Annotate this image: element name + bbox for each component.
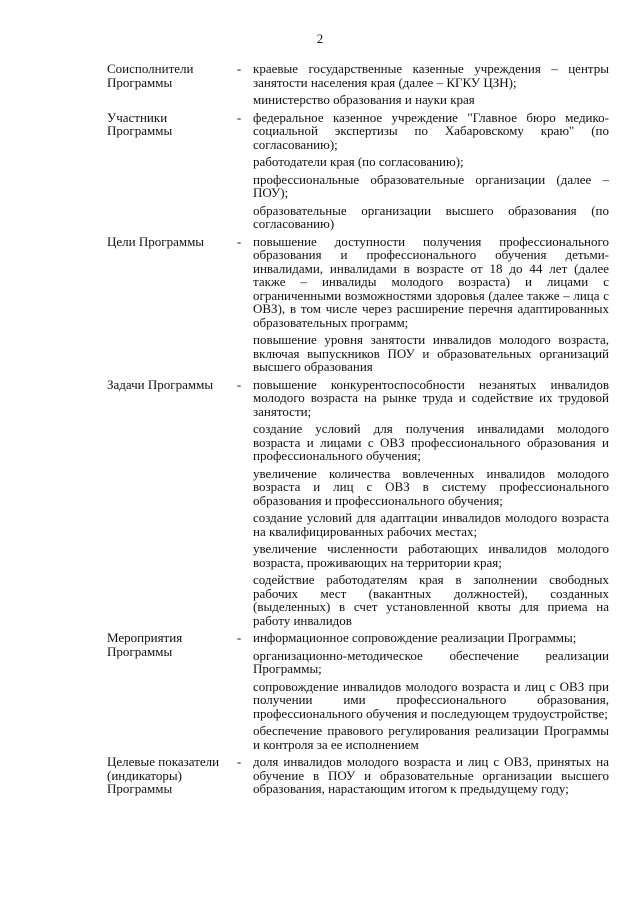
row-body-activities: [253, 631, 609, 751]
paragraph: информационное сопровождение реализации Программы;: [253, 630, 577, 645]
paragraph: повышение конкурентоспособности незанятых инвалидов молодого возраста на рынке труда и содействие их трудовой занятости;: [253, 376, 609, 419]
row-goals: [107, 235, 609, 374]
paragraph: повышение доступности получения профессионального образования и профессионального обучения детьми-инвалидами, инвалидами в возрасте от 18 до 44 лет (далее также – инвалиды молодого возраста) и лицами с ограниченными возможностями здоровья (далее также – лица с ОВЗ), в том числе через расширение перечня адаптированных образовательных программ;: [253, 233, 609, 330]
paragraph: повышение уровня занятости инвалидов молодого возраста, включая выпускников ПОУ и образовательных организаций высшего образования: [253, 332, 609, 374]
paragraph: увеличение количества вовлеченных инвалидов молодого возраста и лиц с ОВЗ в систему профессионального образования и профессионального обучения;: [253, 465, 609, 508]
page-number: 2: [316, 31, 324, 46]
paragraph: краевые государственные казенные учреждения – центры занятости населения края (далее – КГКУ ЦЗН);: [253, 61, 609, 90]
row-label-target-indicators: Целевые показатели (индикаторы) Программы: [107, 754, 220, 796]
row-label-participants: Участники Программы: [107, 109, 173, 138]
paragraph: создание условий для адаптации инвалидов молодого возраста на квалифицированных рабочих местах;: [253, 510, 609, 539]
row-body-tasks: [253, 378, 609, 628]
row-dash: -: [236, 233, 242, 249]
row-dash: -: [236, 754, 242, 769]
row-label-co-executors: Соисполнители Программы: [107, 61, 194, 90]
row-body-participants: [253, 111, 609, 231]
row-label-activities: Мероприятия Программы: [107, 630, 183, 659]
paragraph: организационно-методическое обеспечение реализации Программы;: [253, 647, 609, 676]
row-tasks: [107, 378, 609, 628]
paragraph: обеспечение правового регулирования реализации Программы и контроля за ее исполнением: [253, 723, 609, 752]
paragraph: сопровождение инвалидов молодого возраста и лиц с ОВЗ при получении ими профессионального образования, профессионального обучения и последующем трудоустройстве;: [253, 678, 609, 721]
row-dash: -: [236, 61, 242, 76]
paragraph: содействие работодателям края в заполнении свободных рабочих мест (вакантных должностей), созданных (выделенных) в счет установленной квоты для приема на работу инвалидов: [253, 572, 609, 628]
paragraph: федеральное казенное учреждение "Главное бюро медико-социальной экспертизы по Хабаровскому краю" (по согласованию);: [253, 109, 609, 152]
row-participants: [107, 111, 609, 231]
row-body-goals: [253, 235, 609, 374]
paragraph: образовательные организации высшего образования (по согласованию): [253, 202, 609, 231]
row-label-tasks: Задачи Программы: [107, 376, 214, 392]
program-passport-table: [107, 62, 609, 800]
paragraph: работодатели края (по согласованию);: [253, 154, 464, 169]
paragraph: министерство образования и науки края: [253, 92, 475, 107]
row-activities: [107, 631, 609, 751]
paragraph: профессиональные образовательные организации (далее – ПОУ);: [253, 171, 609, 200]
row-body-target-indicators: [253, 755, 609, 796]
paragraph: увеличение численности работающих инвалидов молодого возраста, проживающих на территории края;: [253, 541, 609, 570]
row-label-goals: Цели Программы: [107, 233, 205, 249]
row-target-indicators: [107, 755, 609, 796]
row-dash: -: [236, 376, 242, 392]
paragraph: создание условий для получения инвалидами молодого возраста и лицами с ОВЗ профессионального образования и профессионального обучения;: [253, 421, 609, 463]
row-dash: -: [236, 630, 242, 645]
paragraph: доля инвалидов молодого возраста и лиц с ОВЗ, принятых на обучение в ПОУ и образовательные организации высшего образования, нарастающим итогом к предыдущему году;: [253, 754, 609, 796]
row-dash: -: [236, 109, 242, 125]
row-co-executors: [107, 62, 609, 107]
row-body-co-executors: [253, 62, 609, 107]
